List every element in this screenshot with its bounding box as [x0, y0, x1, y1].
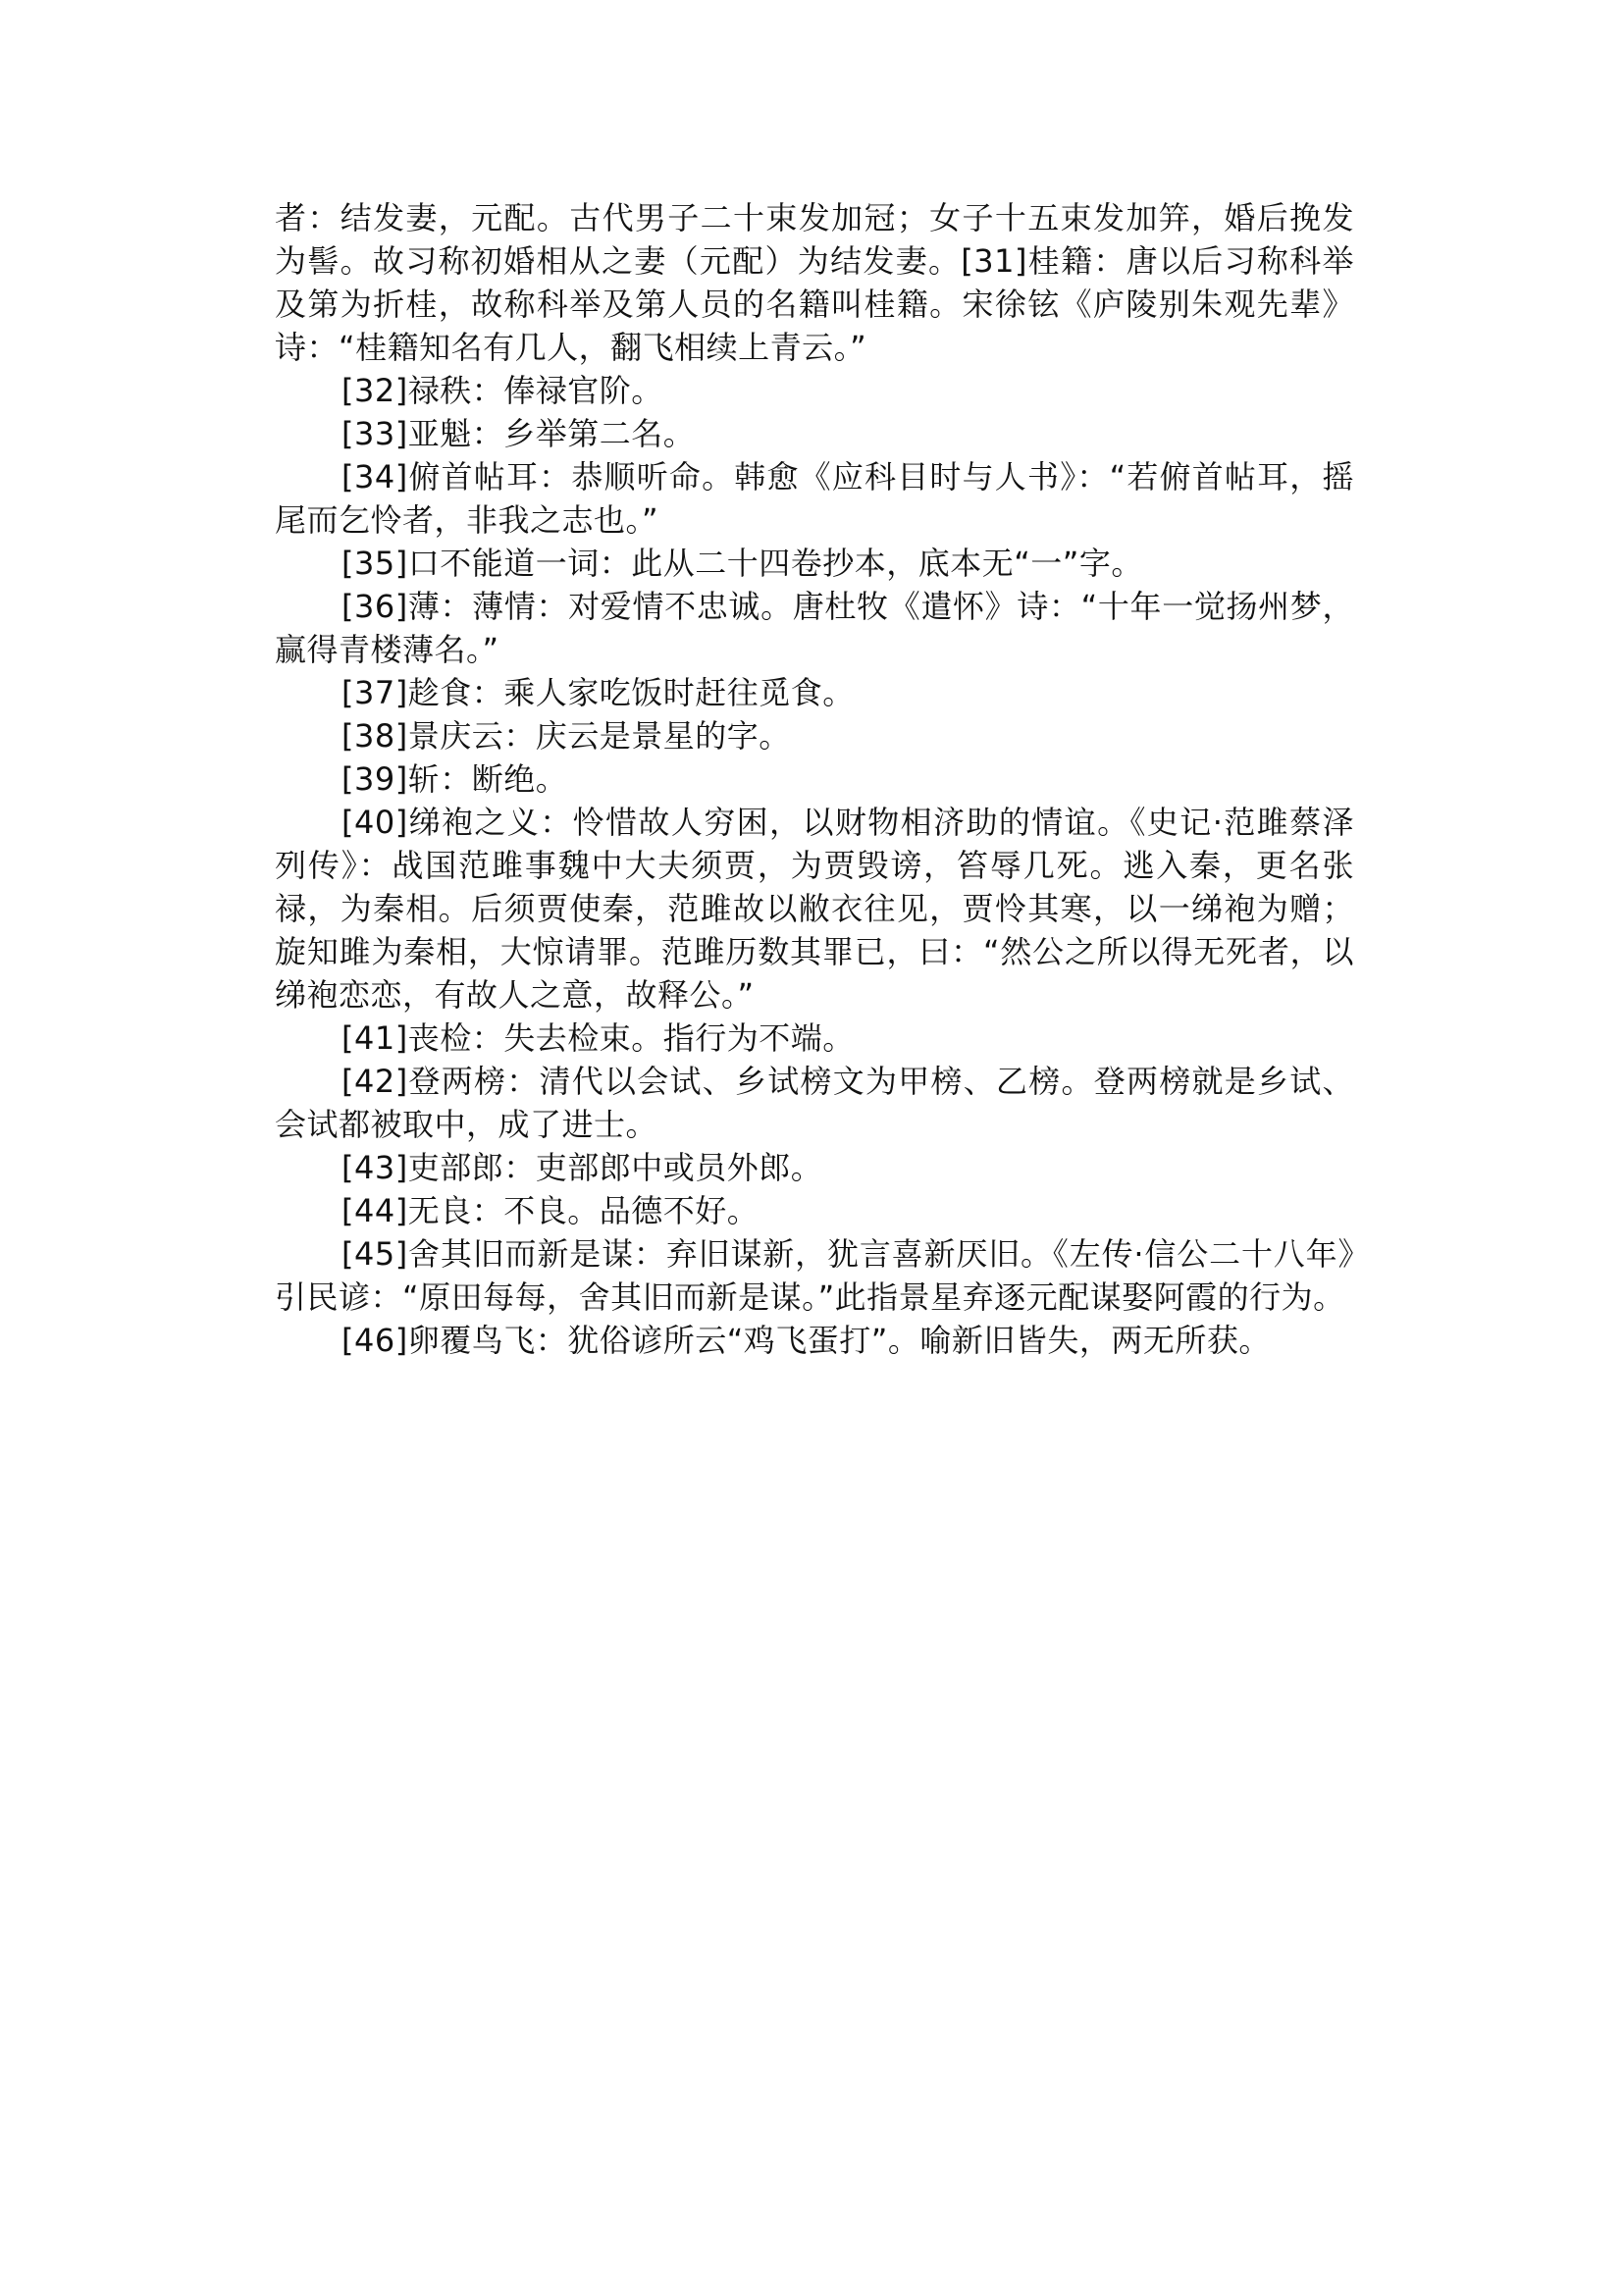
- note-32: [32]禄秩：俸禄官阶。: [341, 372, 663, 409]
- note-37: [37]趁食：乘人家吃饭时赶往觅食。: [341, 674, 855, 711]
- note-33: [33]亚魁：乡举第二名。: [341, 415, 696, 452]
- note-paragraph-continuation: 者：结发妻，元配。古代男子二十束发加冠；女子十五束发加笄，婚后挽发为髻。故习称初婚相从之妻（元配）为结发妻。[31]桂籍：唐以后习称科举及第为折桂，故称科举及第人员的名籍叫桂籍。宋徐铉《庐陵别朱观先辈》诗：“桂籍知名有几人，翻飞相续上青云。”: [275, 199, 1354, 366]
- note-35: [35]口不能道一词：此从二十四卷抄本，底本无“一”字。: [341, 545, 1143, 582]
- note-40: [40]绨袍之义：怜惜故人穷困，以财物相济助的情谊。《史记·范雎蔡泽列传》：战国范雎事魏中大夫须贾，为贾毁谤，笞辱几死。逃入秦，更名张禄，为秦相。后须贾使秦，范雎故以敝衣往见，贾怜其寒，以一绨袍为赠；旋知雎为秦相，大惊请罪。范雎历数其罪已，曰：“然公之所以得无死者，以绨袍恋恋，有故人之意，故释公。”: [275, 804, 1354, 1014]
- note-34: [34]俯首帖耳：恭顺听命。韩愈《应科目时与人书》：“若俯首帖耳，摇尾而乞怜者，非我之志也。”: [275, 458, 1354, 539]
- note-43: [43]吏部郎：吏部郎中或员外郎。: [341, 1149, 823, 1186]
- note-39: [39]斩：断绝。: [341, 760, 568, 798]
- note-44: [44]无良：不良。品德不好。: [341, 1192, 760, 1229]
- note-45: [45]舍其旧而新是谋：弃旧谋新，犹言喜新厌旧。《左传·信公二十八年》引民谚：“原田每每，舍其旧而新是谋。”此指景星弃逐元配谋娶阿霞的行为。: [275, 1235, 1354, 1316]
- document-page: [275, 196, 1354, 1362]
- note-36: [36]薄：薄情：对爱情不忠诚。唐杜牧《遣怀》诗：“十年一觉扬州梦，赢得青楼薄名。”: [275, 588, 1354, 668]
- note-42: [42]登两榜：清代以会试、乡试榜文为甲榜、乙榜。登两榜就是乡试、会试都被取中，成了进士。: [275, 1063, 1354, 1143]
- note-41: [41]丧检：失去检束。指行为不端。: [341, 1019, 855, 1057]
- note-38: [38]景庆云：庆云是景星的字。: [341, 717, 791, 755]
- note-46: [46]卵覆鸟飞：犹俗谚所云“鸡飞蛋打”。喻新旧皆失，两无所获。: [341, 1322, 1271, 1359]
